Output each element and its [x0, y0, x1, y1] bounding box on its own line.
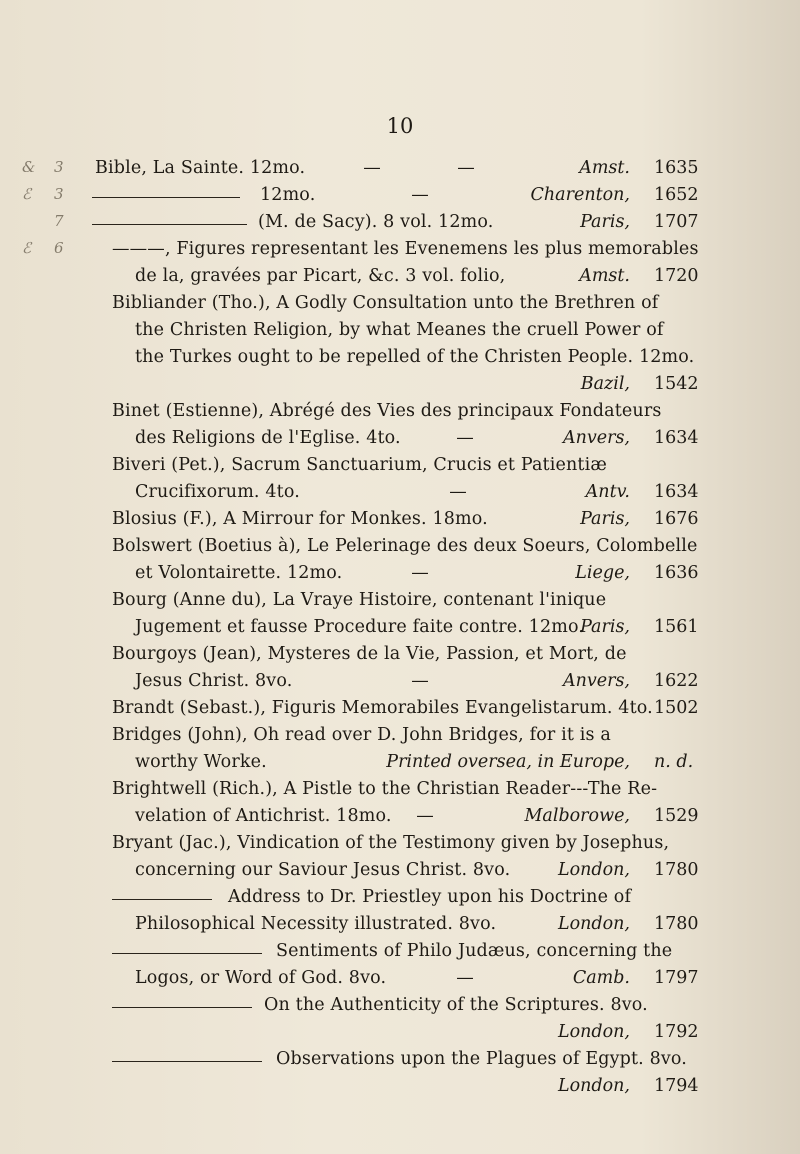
entry-bible-charenton	[0, 185, 800, 211]
entry-title: Bibliander (Tho.), A Godly Consultation unto the Brethren of	[112, 293, 659, 313]
entry-bible-figures	[0, 239, 800, 265]
margin-note: 6	[54, 239, 64, 257]
entry-place: Paris,	[580, 212, 630, 232]
entry-year: n. d.	[654, 752, 694, 772]
entry-bridges	[0, 725, 800, 751]
entry-bibliander-cont	[0, 320, 800, 346]
entry-bibliander	[0, 293, 800, 319]
entry-year: 1634	[654, 482, 699, 502]
entry-place: Printed oversea, in Europe,	[386, 752, 630, 772]
entry-title-cont: velation of Antichrist. 18mo.	[135, 806, 392, 826]
entry-bryant-plagues	[0, 1049, 800, 1075]
ditto-rule	[112, 1061, 262, 1062]
entry-bible-figures-cont	[0, 266, 800, 292]
entry-bolswert	[0, 536, 800, 562]
entry-title: Bible, La Sainte. 12mo.	[95, 158, 306, 178]
entry-bryant-philo-cont	[0, 968, 800, 994]
entry-title-cont: worthy Worke.	[135, 752, 267, 772]
entry-title: Blosius (F.), A Mirrour for Monkes. 18mo.	[112, 509, 488, 529]
page-number: 10	[386, 114, 414, 138]
dash: —	[411, 185, 429, 205]
entry-title-cont: Logos, or Word of God. 8vo.	[135, 968, 387, 988]
entry-bryant-philo	[0, 941, 800, 967]
entry-bryant-address-cont	[0, 914, 800, 940]
entry-title: (M. de Sacy). 8 vol. 12mo.	[258, 212, 494, 232]
entry-title: On the Authenticity of the Scriptures. 8vo.	[264, 995, 648, 1015]
entry-year: 1780	[654, 860, 699, 880]
entry-place: Liege,	[575, 563, 630, 583]
margin-note: ℰ	[22, 239, 32, 257]
entry-bible-sacy	[0, 212, 800, 238]
entry-place: Charenton,	[530, 185, 630, 205]
ditto-rule	[92, 197, 240, 198]
entry-title-cont: de la, gravées par Picart, &c. 3 vol. folio,	[135, 266, 506, 286]
entry-place: Paris,	[580, 509, 630, 529]
entry-bourgoys	[0, 644, 800, 670]
entry-place: Anvers,	[562, 671, 630, 691]
entry-place: London,	[558, 1076, 630, 1096]
margin-note: 3	[54, 158, 64, 176]
ditto-rule	[92, 224, 247, 225]
entry-year: 1652	[654, 185, 699, 205]
entry-title-cont: et Volontairette. 12mo.	[135, 563, 343, 583]
entry-title: Bourgoys (Jean), Mysteres de la Vie, Passion, et Mort, de	[112, 644, 627, 664]
entry-binet	[0, 401, 800, 427]
entry-title: Biveri (Pet.), Sacrum Sanctuarium, Crucis et Patientiæ	[112, 455, 607, 475]
entry-title: Bourg (Anne du), La Vraye Histoire, contenant l'inique	[112, 590, 607, 610]
entry-place: Bazil,	[580, 374, 630, 394]
entry-title: Brandt (Sebast.), Figuris Memorabiles Evangelistarum. 4to.	[112, 698, 653, 718]
entry-place: Antv.	[585, 482, 630, 502]
entry-place: London,	[558, 914, 630, 934]
entry-brandt	[0, 698, 800, 724]
entry-year: 1561	[654, 617, 699, 637]
entry-title: Observations upon the Plagues of Egypt. 8vo.	[276, 1049, 688, 1069]
entry-place: London,	[558, 860, 630, 880]
entry-title: Address to Dr. Priestley upon his Doctrine of	[228, 887, 632, 907]
dash: —	[416, 806, 434, 826]
dash: —	[456, 968, 474, 988]
entry-title-cont: des Religions de l'Eglise. 4to.	[135, 428, 401, 448]
entry-place: Amst.	[579, 266, 630, 286]
entry-title: Bolswert (Boetius à), Le Pelerinage des deux Soeurs, Colombelle	[112, 536, 698, 556]
entry-binet-cont	[0, 428, 800, 454]
ditto-rule	[112, 899, 212, 900]
entry-title: Bryant (Jac.), Vindication of the Testimony given by Josephus,	[112, 833, 670, 853]
entry-title: Bridges (John), Oh read over D. John Bridges, for it is a	[112, 725, 611, 745]
dash: —	[411, 671, 429, 691]
entry-place: London,	[558, 1022, 630, 1042]
dash: —	[456, 428, 474, 448]
entry-place: Paris,	[580, 617, 630, 637]
entry-place: Anvers,	[562, 428, 630, 448]
entry-title: 12mo.	[260, 185, 316, 205]
entry-year: 1794	[654, 1076, 699, 1096]
entry-title: Brightwell (Rich.), A Pistle to the Christian Reader---The Re-	[112, 779, 658, 799]
entry-brightwell	[0, 779, 800, 805]
margin-note: ℰ	[22, 185, 32, 203]
dash: —	[363, 158, 381, 178]
entry-bibliander-cont2	[0, 347, 800, 373]
entry-title-cont: Crucifixorum. 4to.	[135, 482, 300, 502]
entry-brightwell-cont	[0, 806, 800, 832]
entry-bryant-authenticity-imprint	[0, 1022, 800, 1048]
entry-title-cont: the Turkes ought to be repelled of the Christen People. 12mo.	[135, 347, 695, 367]
entry-bryant-plagues-imprint	[0, 1076, 800, 1102]
entry-year: 1502	[654, 698, 699, 718]
entry-year: 1780	[654, 914, 699, 934]
entry-bryant-authenticity	[0, 995, 800, 1021]
entry-year: 1797	[654, 968, 699, 988]
entry-title-cont: concerning our Saviour Jesus Christ. 8vo.	[135, 860, 511, 880]
margin-note: 3	[54, 185, 64, 203]
entry-title-cont: Philosophical Necessity illustrated. 8vo.	[135, 914, 497, 934]
entry-year: 1676	[654, 509, 699, 529]
entry-year: 1636	[654, 563, 699, 583]
entry-title: ———, Figures representant les Evenemens les plus memorables	[112, 239, 699, 259]
entry-bibliander-imprint	[0, 374, 800, 400]
entry-biveri	[0, 455, 800, 481]
entry-bourg-cont	[0, 617, 800, 643]
entry-year: 1529	[654, 806, 699, 826]
entry-bridges-cont	[0, 752, 800, 778]
dash: —	[457, 158, 475, 178]
dash: —	[449, 482, 467, 502]
entry-bourg	[0, 590, 800, 616]
entry-place: Amst.	[579, 158, 630, 178]
entry-bryant-cont	[0, 860, 800, 886]
entry-year: 1634	[654, 428, 699, 448]
entry-bryant-address	[0, 887, 800, 913]
ditto-rule	[112, 953, 262, 954]
entry-bryant	[0, 833, 800, 859]
ditto-rule	[112, 1007, 252, 1008]
entry-year: 1707	[654, 212, 699, 232]
entry-blosius	[0, 509, 800, 535]
entry-year: 1720	[654, 266, 699, 286]
entry-bible-sainte	[0, 158, 800, 184]
entry-place: Camb.	[572, 968, 630, 988]
dash: —	[411, 563, 429, 583]
entry-biveri-cont	[0, 482, 800, 508]
entry-year: 1542	[654, 374, 699, 394]
entry-year: 1622	[654, 671, 699, 691]
entry-place: Malborowe,	[524, 806, 630, 826]
entry-bolswert-cont	[0, 563, 800, 589]
entry-title-cont: Jugement et fausse Procedure faite contre. 12mo.	[135, 617, 585, 637]
entry-title-cont: Jesus Christ. 8vo.	[135, 671, 293, 691]
entry-title-cont: the Christen Religion, by what Meanes the cruell Power of	[135, 320, 664, 340]
entry-year: 1635	[654, 158, 699, 178]
margin-note: 7	[54, 212, 64, 230]
entry-title: Sentiments of Philo Judæus, concerning the	[276, 941, 673, 961]
entry-year: 1792	[654, 1022, 699, 1042]
entry-title: Binet (Estienne), Abrégé des Vies des principaux Fondateurs	[112, 401, 662, 421]
entry-bourgoys-cont	[0, 671, 800, 697]
margin-note: &	[22, 158, 36, 176]
